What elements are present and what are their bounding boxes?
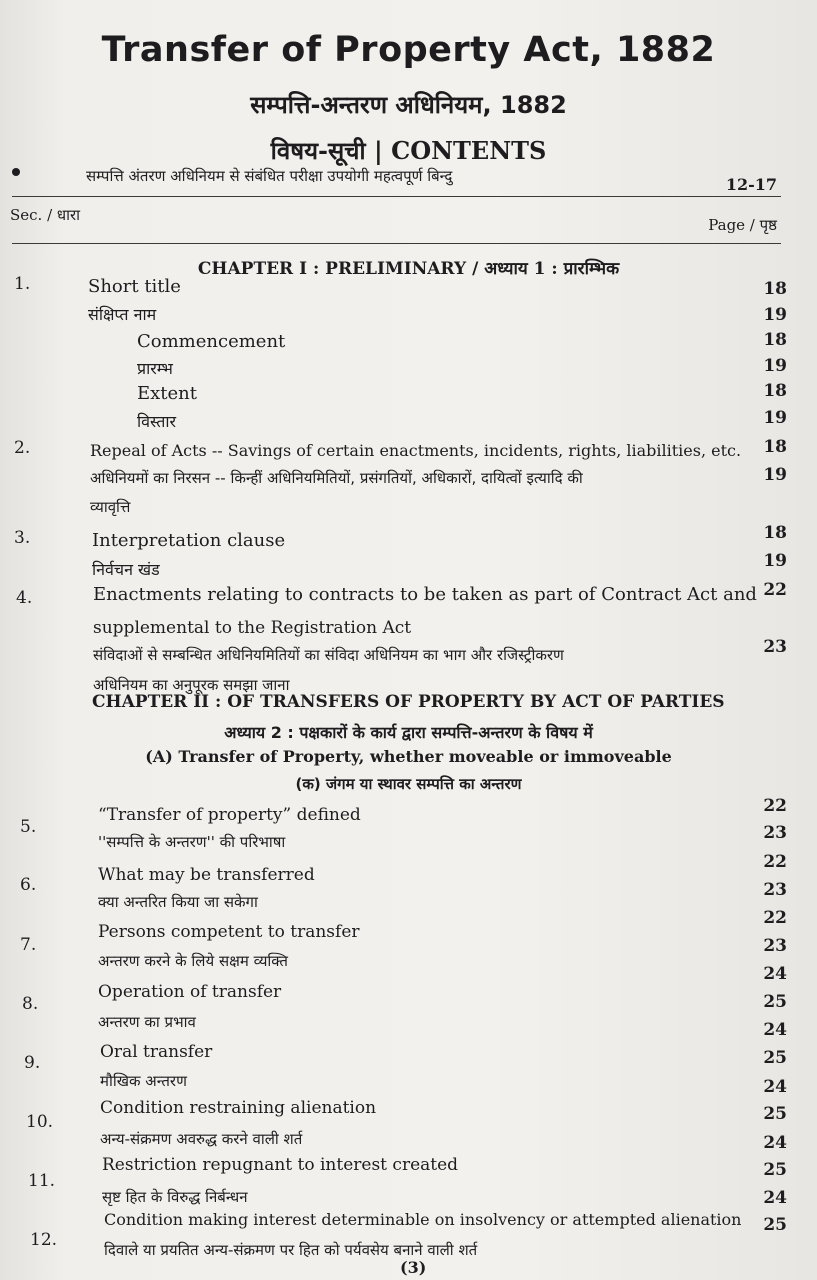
divider — [12, 196, 781, 197]
sub-title-hindi: प्रारम्भ — [137, 359, 173, 378]
page-number: 19 — [763, 465, 787, 485]
section-number: 11. — [28, 1171, 56, 1191]
section-title: “Transfer of property” defined — [98, 805, 361, 825]
page-number: 22 — [763, 580, 787, 600]
section-title: Condition restraining alienation — [100, 1098, 377, 1118]
page-number: 24 — [763, 1020, 787, 1040]
section-title-hindi: दिवाले या प्रयतित अन्य-संक्रमण पर हित को पर्यवसेय बनाने वाली शर्त — [104, 1241, 478, 1259]
section-title: Interpretation clause — [92, 530, 286, 551]
page-title-hindi: सम्पत्ति-अन्तरण अधिनियम, 1882 — [250, 91, 567, 119]
page-number: 25 — [763, 1104, 787, 1124]
section-title-hindi: अधिनियम का अनुपूरक समझा जाना — [93, 676, 290, 694]
section-title-hindi: अन्य-संक्रमण अवरुद्ध करने वाली शर्त — [100, 1130, 303, 1148]
page-number: 23 — [763, 880, 787, 900]
sub-title: Commencement — [137, 331, 286, 352]
page-number: 19 — [763, 408, 787, 428]
page-number: 23 — [763, 637, 787, 657]
section-number: 1. — [14, 274, 31, 294]
page-number: 19 — [763, 305, 787, 325]
page-number: 18 — [763, 381, 787, 401]
page-number: 22 — [763, 908, 787, 928]
page-number: 23 — [763, 936, 787, 956]
section-title: What may be transferred — [98, 865, 315, 885]
section-number: 4. — [16, 588, 33, 608]
intro-page-number: 12-17 — [725, 175, 777, 194]
section-title-hindi: संविदाओं से सम्बन्धित अधिनियमितियों का संविदा अधिनियम का भाग और रजिस्ट्रीकरण — [93, 646, 564, 664]
intro-line: सम्पत्ति अंतरण अधिनियम से संबंधित परीक्षा उपयोगी महत्वपूर्ण बिन्दु — [86, 167, 453, 185]
section-number: 2. — [14, 438, 31, 458]
page-title: Transfer of Property Act, 1882 — [101, 30, 716, 70]
section-title-hindi: क्या अन्तरित किया जा सकेगा — [98, 893, 258, 911]
page-number: 25 — [763, 1160, 787, 1180]
section-title-hindi: व्यावृत्ति — [90, 498, 131, 516]
section-number: 8. — [22, 994, 39, 1014]
page-number: 25 — [763, 1048, 787, 1068]
chapter-heading: CHAPTER II : OF TRANSFERS OF PROPERTY BY ACT OF PARTIES — [92, 692, 725, 712]
page-number: 24 — [763, 1133, 787, 1153]
section-title: supplemental to the Registration Act — [93, 618, 412, 638]
part-heading-hindi: (क) जंगम या स्थावर सम्पत्ति का अन्तरण — [295, 775, 522, 793]
bullet-icon — [12, 168, 20, 176]
section-title: Condition making interest determinable on insolvency or attempted alienation — [104, 1210, 742, 1229]
section-title-hindi: अन्तरण करने के लिये सक्षम व्यक्ति — [98, 952, 288, 970]
section-number: 12. — [30, 1230, 58, 1250]
page-number: 19 — [763, 551, 787, 571]
page-number: 22 — [763, 852, 787, 872]
divider — [12, 243, 781, 244]
sec-column-header: Sec. / धारा — [10, 206, 81, 224]
page-number: 25 — [763, 992, 787, 1012]
section-title-hindi: अन्तरण का प्रभाव — [98, 1013, 196, 1031]
section-number: 10. — [26, 1112, 54, 1132]
page-number: 24 — [763, 1188, 787, 1208]
section-title-hindi: संक्षिप्त नाम — [88, 305, 157, 324]
section-number: 6. — [20, 875, 37, 895]
chapter-heading-hindi: अध्याय 2 : पक्षकारों के कार्य द्वारा सम्पत्ति-अन्तरण के विषय में — [224, 723, 593, 742]
section-title-hindi: मौखिक अन्तरण — [100, 1072, 187, 1090]
section-title: Enactments relating to contracts to be taken as part of Contract Act and — [93, 584, 757, 605]
section-number: 5. — [20, 817, 37, 837]
section-title: Oral transfer — [100, 1042, 213, 1062]
section-number: 3. — [14, 528, 31, 548]
page-number: 18 — [763, 279, 787, 299]
part-heading: (A) Transfer of Property, whether moveable or immoveable — [145, 747, 672, 766]
section-title: Repeal of Acts -- Savings of certain enactments, incidents, rights, liabilities, etc. — [90, 441, 742, 460]
page-number: 18 — [763, 437, 787, 457]
section-title-hindi: अधिनियमों का निरसन -- किन्हीं अधिनियमितियों, प्रसंगतियों, अधिकारों, दायित्वों इत्यादि की — [90, 469, 583, 487]
page-number: 19 — [763, 356, 787, 376]
page-number: 24 — [763, 1077, 787, 1097]
contents-heading: विषय-सूची | CONTENTS — [270, 136, 547, 165]
sub-title-hindi: विस्तार — [137, 412, 177, 431]
page-number: 22 — [763, 796, 787, 816]
page-column-header: Page / पृष्ठ — [708, 216, 777, 234]
section-title-hindi: ''सम्पत्ति के अन्तरण'' की परिभाषा — [98, 833, 286, 851]
page-number: 23 — [763, 823, 787, 843]
page-number: 24 — [763, 964, 787, 984]
page-number: 18 — [763, 523, 787, 543]
footer-page-number: (3) — [400, 1258, 427, 1277]
page-number: 25 — [763, 1215, 787, 1235]
sub-title: Extent — [137, 383, 198, 404]
section-title: Persons competent to transfer — [98, 922, 360, 942]
section-title-hindi: सृष्ट हित के विरुद्ध निर्बन्धन — [102, 1188, 248, 1206]
page-number: 18 — [763, 330, 787, 350]
section-number: 7. — [20, 935, 37, 955]
section-title: Short title — [88, 276, 181, 297]
section-title: Operation of transfer — [98, 982, 282, 1002]
section-number: 9. — [24, 1053, 41, 1073]
section-title-hindi: निर्वचन खंड — [92, 560, 160, 579]
chapter-heading: CHAPTER I : PRELIMINARY / अध्याय 1 : प्रारम्भिक — [197, 259, 620, 279]
section-title: Restriction repugnant to interest created — [102, 1155, 459, 1175]
